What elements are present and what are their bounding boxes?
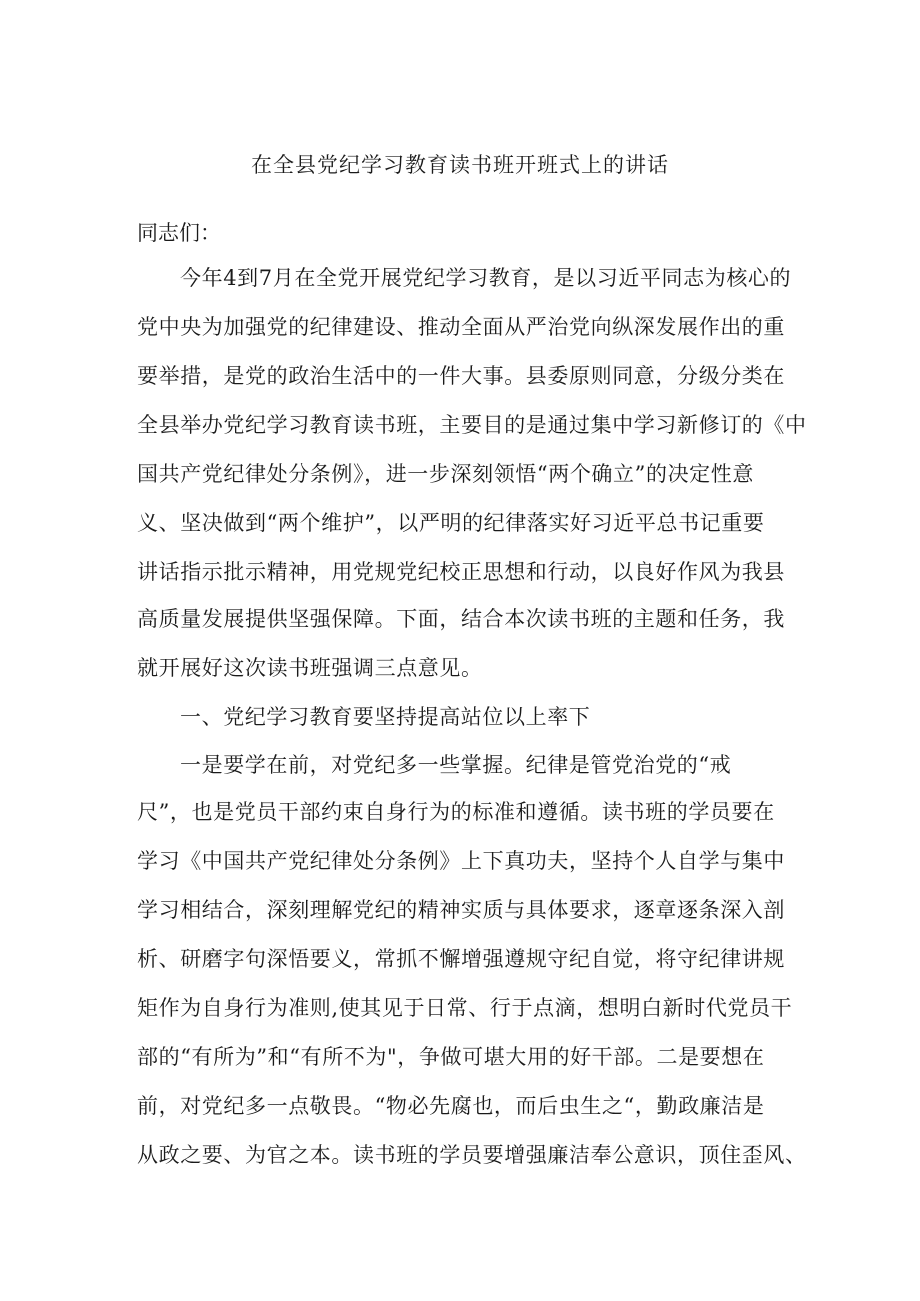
paragraph-line: 前，对党纪多一点敬畏。“物必先腐也，而后虫生之“，勤政廉洁是 [137,1094,765,1118]
paragraph-line: 一是要学在前，对党纪多一些掌握。纪律是管党治党的“戒 [180,753,732,777]
paragraph-line: 党中央为加强党的纪律建设、推动全面从严治党向纵深发展作出的重 [137,315,785,339]
paragraph-line: 部的“有所为”和“有所不为"，争做可堪大用的好干部。二是要想在 [137,1045,765,1069]
paragraph-line: 就开展好这次读书班强调三点意见。 [137,656,483,680]
salutation: 同志们： [137,221,221,245]
paragraph-line: 要举措，是党的政治生活中的一件大事。县委原则同意，分级分类在 [137,364,785,388]
paragraph-line: 析、研磨字句深悟要义，常抓不懈增强遵规守纪自觉，将守纪律讲规 [137,947,785,971]
paragraph-line: 学习《中国共产党纪律处分条例》上下真功夫，坚持个人自学与集中 [137,849,785,873]
paragraph-line: 国共产党纪律处分条例》，进一步深刻领悟“两个确立”的决定性意 [137,462,754,486]
document-title: 在全县党纪学习教育读书班开班式上的讲话 [251,153,669,177]
paragraph-line: 学习相结合，深刻理解党纪的精神实质与具体要求，逐章逐条深入剖 [137,898,785,922]
paragraph-line: 矩作为自身行为准则,使其见于日常、行于点滴，想明白新时代党员干 [137,996,793,1020]
paragraph-line: 从政之要、为官之本。读书班的学员要增强廉洁奉公意识，顶住歪风、 [137,1143,807,1167]
paragraph-line: 今年4到7月在全党开展党纪学习教育，是以习近平同志为核心的 [180,266,792,290]
paragraph-line: 尺”，也是党员干部约束自身行为的标准和遵循。读书班的学员要在 [137,800,775,824]
section-heading: 一、党纪学习教育要坚持提高站位以上率下 [180,705,591,729]
paragraph-line: 高质量发展提供坚强保障。下面，结合本次读书班的主题和任务，我 [137,607,785,631]
paragraph-line: 义、坚决做到“两个维护”，以严明的纪律落实好习近平总书记重要 [137,511,765,535]
paragraph-line: 全县举办党纪学习教育读书班，主要目的是通过集中学习新修订的《中 [137,413,807,437]
paragraph-line: 讲话指示批示精神，用党规党纪校正思想和行动，以良好作风为我县 [137,560,785,584]
